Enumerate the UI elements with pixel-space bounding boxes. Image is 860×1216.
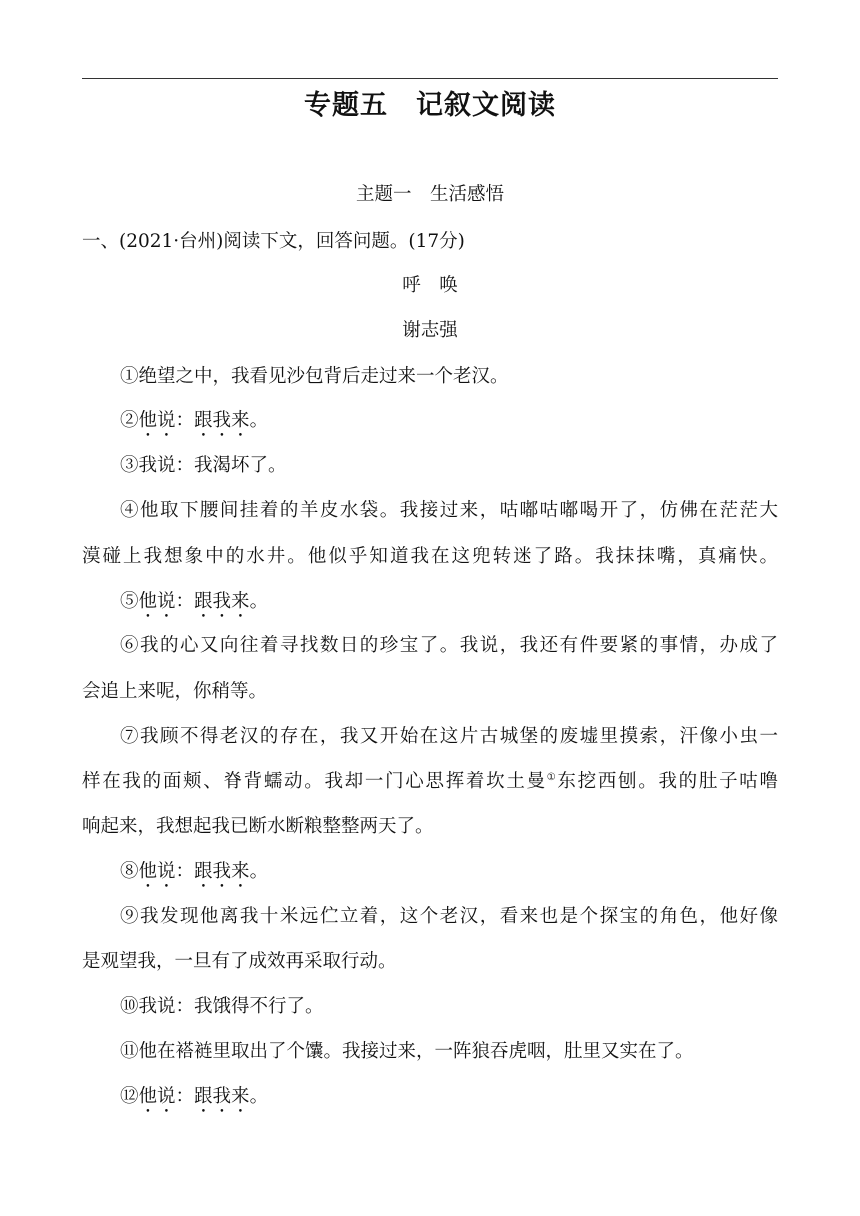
paragraph-5: ⑤他说：跟我来。	[120, 591, 269, 612]
paragraph-7-line-1: ⑦我顾不得老汉的存在，我又开始在这片古城堡的废墟里摸索，汗像小虫一	[120, 726, 778, 747]
page-title	[0, 86, 860, 126]
paragraph-12: ⑫他说：跟我来。	[120, 1086, 269, 1107]
question-heading: 一、(2021·台州)阅读下文，回答问题。(17分)	[82, 231, 465, 252]
title-part2: 记叙文阅读	[416, 90, 556, 121]
paragraph-11: ⑪他在褡裢里取出了个馕。我接过来，一阵狼吞虎咽，肚里又实在了。	[120, 1041, 694, 1062]
paragraph-1: ①绝望之中，我看见沙包背后走过来一个老汉。	[120, 366, 509, 387]
paragraph-7-line-2: 样在我的面颊、脊背蠕动。我却一门心思挥着坎土曼①东挖西刨。我的肚子咕噜	[82, 771, 778, 792]
paragraph-9-line-2: 是观望我，一旦有了成效再采取行动。	[82, 951, 397, 972]
paragraph-6-line-1: ⑥我的心又向往着寻找数日的珍宝了。我说，我还有件要紧的事情，办成了	[120, 635, 778, 656]
title-part1: 专题五	[304, 90, 388, 121]
paragraph-7-line-3: 响起来，我想起我已断水断粮整整两天了。	[82, 816, 434, 837]
paragraph-9-line-1: ⑨我发现他离我十米远伫立着，这个老汉，看来也是个探宝的角色，他好像	[120, 906, 778, 927]
paragraph-4-line-1: ④他取下腰间挂着的羊皮水袋。我接过来，咕嘟咕嘟喝开了，仿佛在茫茫大	[120, 500, 778, 521]
top-rule	[82, 78, 778, 79]
article-title: 呼 唤	[402, 275, 458, 296]
paragraph-2: ②他说：跟我来。	[120, 410, 269, 431]
paragraph-8: ⑧他说：跟我来。	[120, 861, 269, 882]
footnote-marker: ①	[546, 771, 558, 783]
paragraph-4-line-2: 漠碰上我想象中的水井。他似乎知道我在这兜转迷了路。我抹抹嘴，真痛快。	[82, 546, 778, 567]
theme-heading: 主题一 生活感悟	[355, 184, 504, 205]
article-author: 谢志强	[402, 320, 458, 341]
paragraph-6-line-2: 会追上来呢，你稍等。	[82, 681, 268, 702]
paragraph-10: ⑩我说：我饿得不行了。	[120, 996, 324, 1017]
paragraph-3: ③我说：我渴坏了。	[120, 455, 287, 476]
